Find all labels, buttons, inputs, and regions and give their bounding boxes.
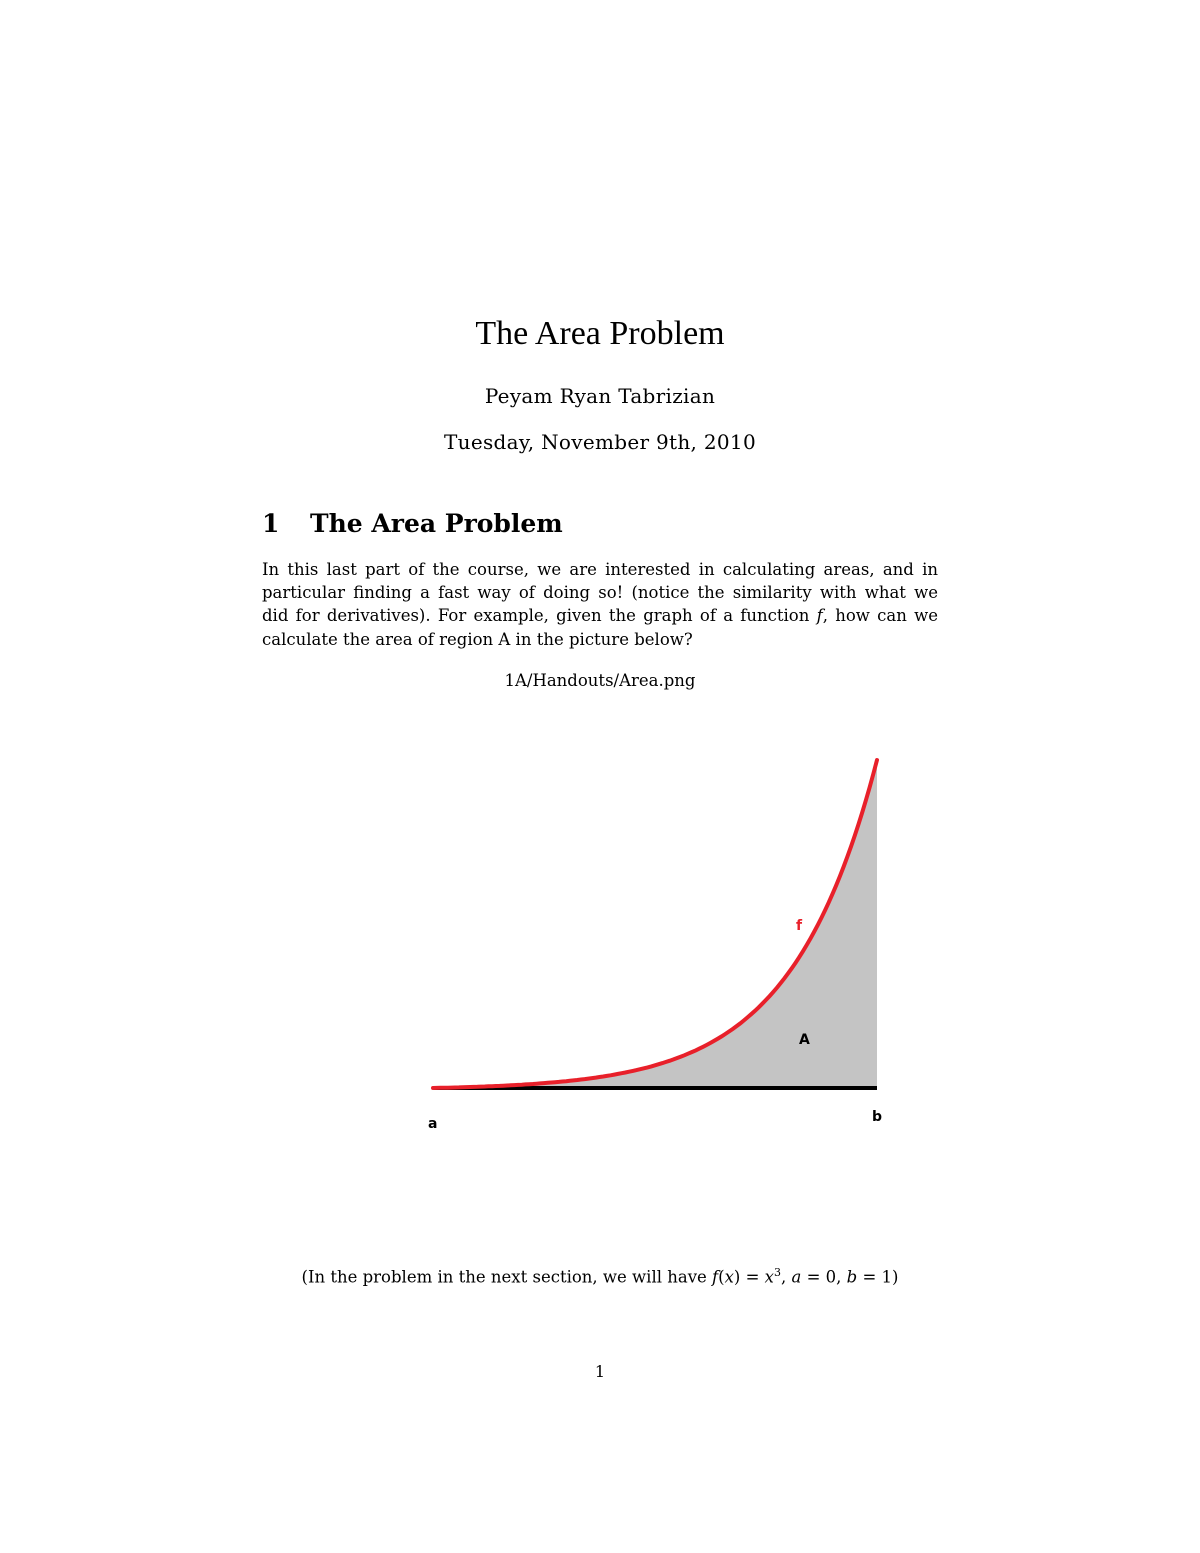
page-number: 1 [594,1362,606,1381]
endpoint-label-a: a [428,1116,438,1132]
endpoint-label-b: b [872,1109,883,1125]
area-diagram [412,748,894,1148]
region-a-fill [433,760,877,1088]
document-title: The Area Problem [475,315,725,352]
section-heading [262,506,563,542]
section-title: The Area Problem [310,509,563,538]
paragraph-line: particular finding a fast way of doing so! (notice the similarity with what we [262,583,938,603]
area-figure [412,748,894,1148]
intro-paragraph [262,558,938,651]
function-symbol: f [816,606,823,626]
curve-label-f: f [796,918,803,934]
paragraph-line: In this last part of the course, we are interested in calculating areas, and in [262,560,938,579]
author-name: Peyam Ryan Tabrizian [484,384,716,408]
paragraph-line: did for derivatives). For example, given the graph of a function f, how can we [262,606,938,626]
region-label-a: A [799,1032,810,1048]
image-filename: 1A/Handouts/Area.png [504,671,696,690]
paragraph-line: calculate the area of region A in the picture below? [262,629,693,649]
document-date: Tuesday, November 9th, 2010 [444,430,756,454]
section-number: 1 [262,509,280,538]
problem-note: (In the problem in the next section, we will have $f(x) = x^3$, a = 0, b = 1) [301,1266,899,1287]
